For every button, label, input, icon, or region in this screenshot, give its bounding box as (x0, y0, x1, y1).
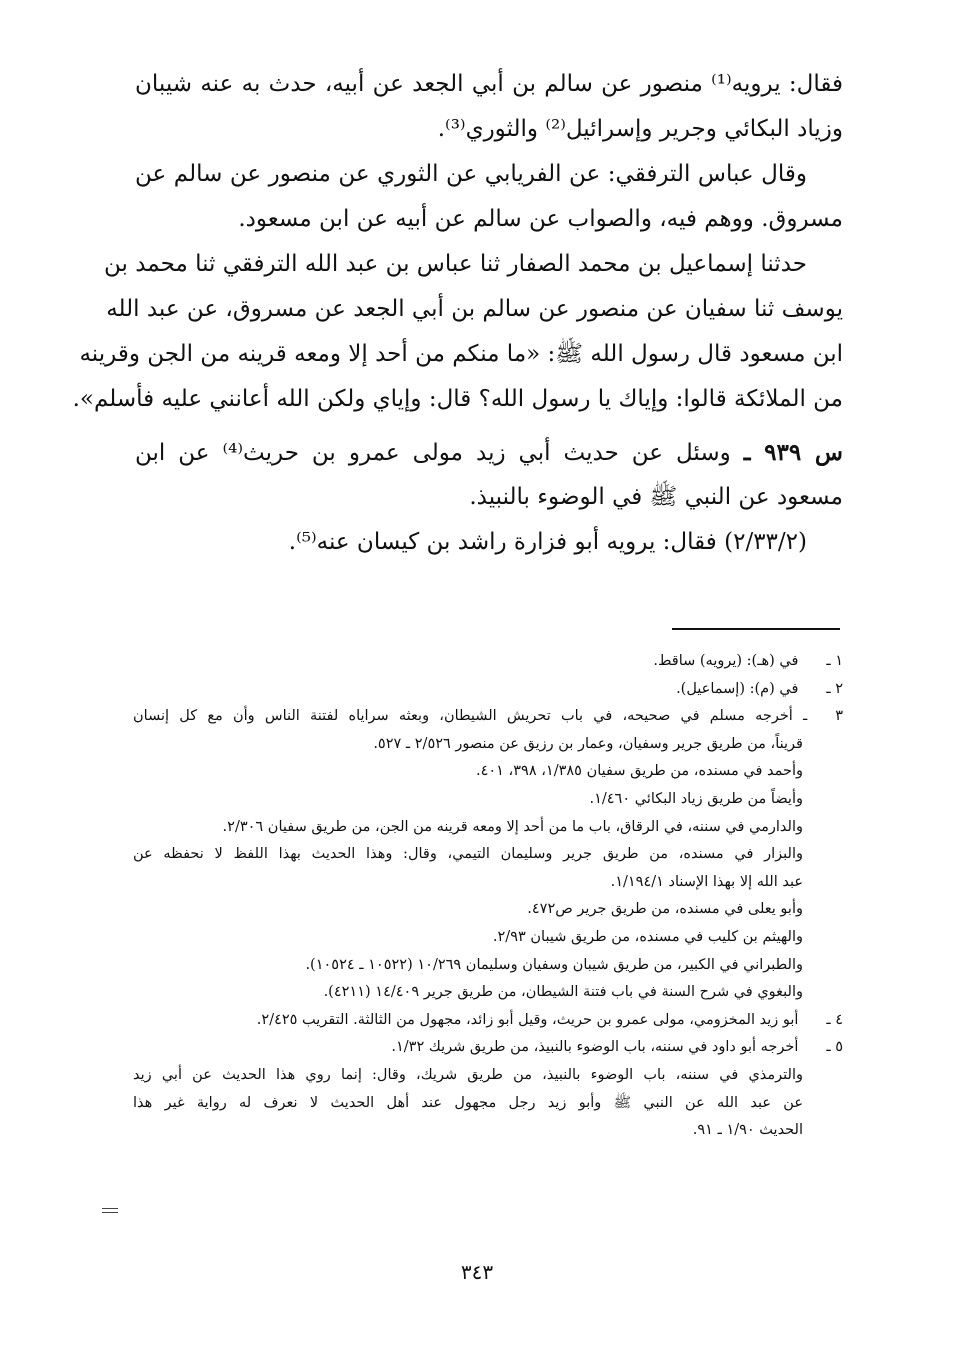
footnote-line: وأبو يعلى في مسنده، من طريق جرير ص٤٧٢. (527, 901, 803, 918)
text-line: مسروق. ووهم فيه، والصواب عن سالم عن أبيه عن ابن مسعود. (238, 206, 843, 232)
question-text: وسئل عن حديث أبي زيد مولى عمرو بن حريث⁽⁴⁾ عن ابن (135, 440, 731, 466)
footnote-line: والطبراني في الكبير، من طريق شيبان وسفيان وسليمان ١٠/٢٦٩ (١٠٥٢٢ ـ ١٠٥٢٤). (305, 956, 803, 973)
footnote-number: ٣ ـ (803, 708, 844, 725)
footnote-5: ٥ ـ أخرجه أبو داود في سننه، باب الوضوء بالنبيذ، من طريق شريك ١/٣٢. (133, 1034, 843, 1062)
text-line: ابن مسعود قال رسول الله ﷺ: «ما منكم من أحد إلا ومعه قرينه من الجن وقرينه (79, 341, 843, 367)
footnote-3: ٣ ـ أخرجه مسلم في صحيحه، في باب تحريش الشيطان، وبعثه سراياه لفتنة الناس وأن مع كل إنسان (133, 703, 843, 731)
footnote-line: والبزار في مسنده، من طريق جرير وسليمان التيمي، وقال: وهذا الحديث بهذا اللفظ لا نحفظه عن (133, 846, 803, 863)
footnote-4: ٤ ـ أبو زيد المخزومي، مولى عمرو بن حريث، وقيل أبو زائد، مجهول من الثالثة. التقريب ٢/٤٢٥. (133, 1007, 843, 1035)
footnotes (133, 648, 843, 1145)
footnote-line: والبغوي في شرح السنة في باب فتنة الشيطان، من طريق جرير ١٤/٤٠٩ (٤٢١١). (323, 984, 803, 1001)
footnote-1: ١ ـ في (هـ): (يرويه) ساقط. (133, 648, 843, 676)
question-line (135, 430, 843, 475)
footnote-line: الحديث ١/٩٠ ـ ٩١. (692, 1122, 803, 1139)
footnote-number: ١ ـ (826, 653, 843, 669)
text-line: فقال: يرويه⁽¹⁾ منصور عن سالم بن أبي الجعد عن أبيه، حدث به عنه شيبان (135, 71, 843, 97)
text-line: وقال عباس الترفقي: عن الفريابي عن الثوري عن منصور عن سالم عن (135, 161, 807, 187)
ref-label: (٢/٣٣/٢) (724, 529, 807, 555)
footnote-line: والهيثم بن كليب في مسنده، من طريق شيبان ٢/٩٣. (492, 928, 803, 945)
footnote-2: ٢ ـ في (م): (إسماعيل). (133, 676, 843, 704)
text-line: مسعود عن النبي ﷺ في الوضوء بالنبيذ. (469, 484, 843, 510)
footnote-line: عبد الله إلا بهذا الإسناد ١/١٩٤/١. (610, 873, 803, 890)
text-line: حدثنا إسماعيل بن محمد الصفار ثنا عباس بن عبد الله الترفقي ثنا محمد بن (104, 251, 807, 277)
text-line: يوسف ثنا سفيان عن منصور عن سالم بن أبي الجعد عن مسروق، عن عبد الله (106, 296, 843, 322)
answer-line (135, 520, 843, 565)
footnote-line: وأحمد في مسنده، من طريق سفيان ١/٣٨٥، ٣٩٨، ٤٠١. (475, 763, 803, 780)
footnote-number: ٥ ـ (826, 1039, 843, 1056)
main-text (72, 62, 843, 565)
footnote-line: وأيضاً من طريق زياد البكائي ١/٤٦٠. (589, 790, 803, 807)
footnote-line: عن عبد الله عن النبي ﷺ وأبو زيد رجل مجهول عند أهل الحديث لا نعرف له رواية غير هذا (133, 1094, 803, 1111)
footnote-line: والدارمي في سننه، في الرقاق، باب ما من أحد إلا ومعه قرينه من الجن، من طريق سفيان ٢/٣٠٦. (222, 818, 803, 835)
footnote-line: والترمذي في سننه، باب الوضوء بالنبيذ، من طريق شريك، وقال: إنما روي هذا الحديث عن أبي زيد (133, 1066, 803, 1083)
footnote-line: قريناً، من طريق جرير وسفيان، وعمار بن رزيق عن منصور ٢/٥٢٦ ـ ٥٢٧. (373, 735, 803, 752)
answer-text: فقال: يرويه أبو فزارة راشد بن كيسان عنه⁽⁵⁾. (288, 529, 717, 555)
text-line: وزياد البكائي وجرير وإسرائيل⁽²⁾ والثوري⁽³⁾. (437, 116, 843, 142)
footnote-number: ٢ ـ (826, 680, 843, 697)
footnote-separator (672, 628, 840, 630)
footnote-number: ٤ ـ (826, 1011, 843, 1028)
text-line: من الملائكة قالوا: وإياك يا رسول الله؟ قال: وإياي ولكن الله أعانني عليه فأسلم». (72, 386, 843, 412)
margin-mark (102, 1208, 118, 1216)
question-label: س ٩٣٩ ـ (743, 439, 843, 466)
page-number: ٣٤٣ (460, 1260, 494, 1284)
